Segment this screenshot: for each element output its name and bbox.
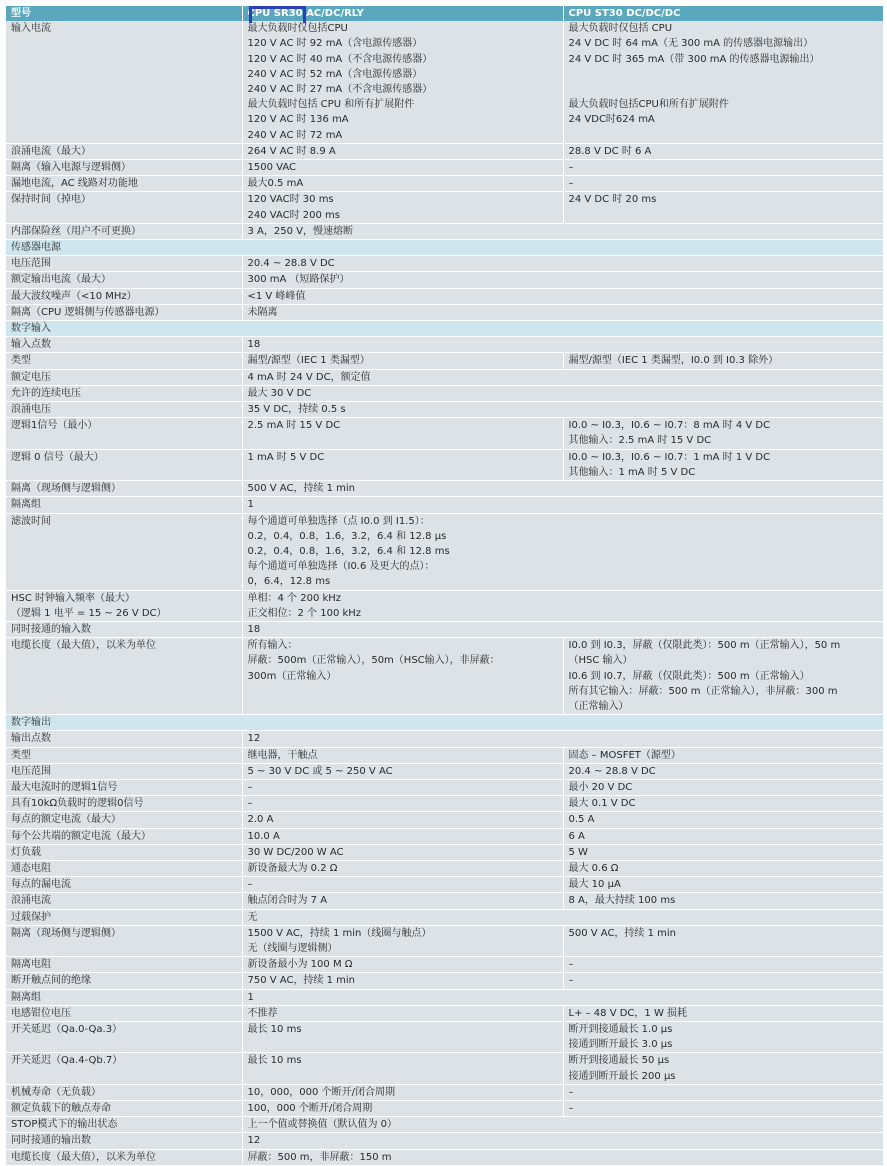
section-title: 数字输入: [6, 321, 883, 337]
table-row: [6, 353, 883, 369]
shared-value: 最大 30 V DC: [242, 385, 883, 401]
spec-table: [6, 6, 884, 1166]
shared-value: <1 V 峰峰值: [242, 288, 883, 304]
shared-value: 无: [242, 909, 883, 925]
table-row: [6, 513, 883, 590]
st30-value: 28.8 V DC 时 6 A: [563, 143, 883, 159]
st30-value: –: [563, 176, 883, 192]
st30-value: 24 V DC 时 20 ms: [563, 192, 883, 223]
sr30-value: 10.0 A: [242, 828, 563, 844]
st30-value: 断开到接通最长 50 μs 接通到断开最长 200 μs: [563, 1053, 883, 1084]
table-row: [6, 385, 883, 401]
parameter-name: 最大波纹噪声（<10 MHz）: [6, 288, 242, 304]
sr30-value: 最长 10 ms: [242, 1053, 563, 1084]
parameter-name: 电缆长度（最大值），以米为单位: [6, 638, 242, 715]
table-row: [6, 256, 883, 272]
sr30-value: 120 VAC时 30 ms 240 VAC时 200 ms: [242, 192, 563, 223]
table-row: [6, 418, 883, 449]
table-row: [6, 223, 883, 239]
sr30-value: 新设备最小为 100 M Ω: [242, 957, 563, 973]
table-row: [6, 844, 883, 860]
st30-value: –: [563, 1084, 883, 1100]
parameter-name: 浪涌电流（最大）: [6, 143, 242, 159]
st30-value: 20.4 ~ 28.8 V DC: [563, 763, 883, 779]
parameter-name: 最大电流时的逻辑1信号: [6, 779, 242, 795]
parameter-name: 浪涌电流: [6, 893, 242, 909]
table-row: [6, 1084, 883, 1100]
shared-value: 上一个值或替换值（默认值为 0）: [242, 1117, 883, 1133]
shared-value: 未隔离: [242, 304, 883, 320]
st30-value: 5 W: [563, 844, 883, 860]
parameter-name: 类型: [6, 747, 242, 763]
st30-value: 最大 0.6 Ω: [563, 860, 883, 876]
table-row: [6, 957, 883, 973]
section-header: [6, 715, 883, 731]
parameter-name: 通态电阻: [6, 860, 242, 876]
shared-value: 单相：4 个 200 kHz 正交相位：2 个 100 kHz: [242, 590, 883, 621]
parameter-name: 每点的额定电流（最大）: [6, 812, 242, 828]
parameter-name: 额定负载下的触点寿命: [6, 1101, 242, 1117]
sr30-value: 触点闭合时为 7 A: [242, 893, 563, 909]
sr30-value: 10，000，000 个断开/闭合周期: [242, 1084, 563, 1100]
table-row: [6, 860, 883, 876]
table-row: [6, 1005, 883, 1021]
parameter-name: 允许的连续电压: [6, 385, 242, 401]
sr30-value: 1500 VAC: [242, 160, 563, 176]
st30-value: 500 V AC，持续 1 min: [563, 925, 883, 956]
table-row: [6, 272, 883, 288]
shared-value: 18: [242, 337, 883, 353]
parameter-name: HSC 时钟输入频率（最大） （逻辑 1 电平 = 15 ~ 26 V DC）: [6, 590, 242, 621]
shared-value: 1: [242, 497, 883, 513]
table-row: [6, 1101, 883, 1117]
shared-value: 300 mA （短路保护）: [242, 272, 883, 288]
shared-value: 3 A，250 V，慢速熔断: [242, 223, 883, 239]
parameter-name: 开关延迟（Qa.0-Qa.3）: [6, 1022, 242, 1053]
st30-value: –: [563, 1101, 883, 1117]
parameter-name: 灯负载: [6, 844, 242, 860]
sr30-value: 最长 10 ms: [242, 1022, 563, 1053]
sr30-value: 750 V AC，持续 1 min: [242, 973, 563, 989]
sr30-value: 最大负载时仅包括CPU 120 V AC 时 92 mA（含电源传感器） 120 V AC 时 40 mA（不含电源传感器） 240 V AC 时 52 mA（含电源传感器） 240 V AC 时 27 mA（不含电源传感器） 最大负载时包括 CPU 和所有扩展附件 120 V AC 时 136 mA 240 V AC 时 72 mA: [242, 21, 563, 143]
st30-value: I0.0 到 I0.3，屏蔽（仅限此类）：500 m（正常输入），50 m （HSC 输入） I0.6 到 I0.7，屏蔽（仅限此类）：500 m（正常输入） 所有其它输入：屏蔽：500 m（正常输入），非屏蔽：300 m （正常输入）: [563, 638, 883, 715]
table-row: [6, 337, 883, 353]
table-row: [6, 973, 883, 989]
st30-value: 漏型/源型（IEC 1 类漏型，I0.0 到 I0.3 除外）: [563, 353, 883, 369]
st30-value: 0.5 A: [563, 812, 883, 828]
table-row: [6, 192, 883, 223]
table-row: [6, 925, 883, 956]
table-row: [6, 1133, 883, 1149]
shared-value: 12: [242, 1133, 883, 1149]
table-row: [6, 989, 883, 1005]
header-model: 型号: [6, 6, 242, 21]
table-row: [6, 763, 883, 779]
st30-value: –: [563, 957, 883, 973]
parameter-name: 隔离（输入电源与逻辑侧）: [6, 160, 242, 176]
section-title: 传感器电源: [6, 240, 883, 256]
parameter-name: 额定输出电流（最大）: [6, 272, 242, 288]
shared-value: 屏蔽：500 m，非屏蔽：150 m: [242, 1149, 883, 1165]
parameter-name: 隔离（CPU 逻辑侧与传感器电源）: [6, 304, 242, 320]
sr30-value: 1 mA 时 5 V DC: [242, 449, 563, 480]
table-row: [6, 877, 883, 893]
table-row: [6, 893, 883, 909]
parameter-name: 内部保险丝（用户不可更换）: [6, 223, 242, 239]
shared-value: 35 V DC，持续 0.5 s: [242, 402, 883, 418]
table-row: [6, 1149, 883, 1165]
sr30-value: 继电器，干触点: [242, 747, 563, 763]
parameter-name: 过载保护: [6, 909, 242, 925]
parameter-name: 电缆长度（最大值），以米为单位: [6, 1149, 242, 1165]
sr30-value: 所有输入： 屏蔽：500m（正常输入），50m（HSC输入），非屏蔽： 300m（正常输入）: [242, 638, 563, 715]
header-cpu-st30: CPU ST30 DC/DC/DC: [563, 6, 883, 21]
parameter-name: 电压范围: [6, 256, 242, 272]
table-body: [6, 21, 883, 1165]
parameter-name: 机械寿命（无负载）: [6, 1084, 242, 1100]
st30-value: I0.0 ~ I0.3，I0.6 ~ I0.7：8 mA 时 4 V DC 其他输入：2.5 mA 时 15 V DC: [563, 418, 883, 449]
parameter-name: 滤波时间: [6, 513, 242, 590]
sr30-value: 漏型/源型（IEC 1 类漏型）: [242, 353, 563, 369]
sr30-value: –: [242, 779, 563, 795]
table-header: [6, 6, 883, 21]
table-row: [6, 731, 883, 747]
table-row: [6, 449, 883, 480]
st30-value: 固态 – MOSFET（源型）: [563, 747, 883, 763]
st30-value: –: [563, 973, 883, 989]
table-row: [6, 369, 883, 385]
section-header: [6, 321, 883, 337]
parameter-name: 隔离组: [6, 497, 242, 513]
st30-value: 6 A: [563, 828, 883, 844]
shared-value: 1: [242, 989, 883, 1005]
table-row: [6, 402, 883, 418]
parameter-name: 额定电压: [6, 369, 242, 385]
sr30-value: 2.5 mA 时 15 V DC: [242, 418, 563, 449]
parameter-name: 输入电流: [6, 21, 242, 143]
table-row: [6, 160, 883, 176]
shared-value: 4 mA 时 24 V DC，额定值: [242, 369, 883, 385]
parameter-name: 隔离电阻: [6, 957, 242, 973]
table-row: [6, 481, 883, 497]
sr30-value: 264 V AC 时 8.9 A: [242, 143, 563, 159]
sr30-value: 5 ~ 30 V DC 或 5 ~ 250 V AC: [242, 763, 563, 779]
sr30-value: 100，000 个断开/闭合周期: [242, 1101, 563, 1117]
st30-value: 最小 20 V DC: [563, 779, 883, 795]
parameter-name: 具有10kΩ负载时的逻辑0信号: [6, 796, 242, 812]
table-row: [6, 288, 883, 304]
parameter-name: 逻辑 0 信号（最大）: [6, 449, 242, 480]
parameter-name: 断开触点间的绝缘: [6, 973, 242, 989]
sr30-value: 2.0 A: [242, 812, 563, 828]
table-row: [6, 497, 883, 513]
parameter-name: 同时接通的输入数: [6, 621, 242, 637]
table-row: [6, 1053, 883, 1084]
parameter-name: 每个公共端的额定电流（最大）: [6, 828, 242, 844]
sr30-value: 最大0.5 mA: [242, 176, 563, 192]
table-row: [6, 176, 883, 192]
parameter-name: 输出点数: [6, 731, 242, 747]
st30-value: 最大 0.1 V DC: [563, 796, 883, 812]
parameter-name: 漏地电流，AC 线路对功能地: [6, 176, 242, 192]
parameter-name: 开关延迟（Qa.4-Qb.7）: [6, 1053, 242, 1084]
st30-value: 断开到接通最长 1.0 μs 接通到断开最长 3.0 μs: [563, 1022, 883, 1053]
st30-value: –: [563, 160, 883, 176]
section-title: 数字输出: [6, 715, 883, 731]
parameter-name: 隔离组: [6, 989, 242, 1005]
table-row: [6, 796, 883, 812]
shared-value: 20.4 ~ 28.8 V DC: [242, 256, 883, 272]
st30-value: L+ – 48 V DC，1 W 损耗: [563, 1005, 883, 1021]
parameter-name: 每点的漏电流: [6, 877, 242, 893]
parameter-name: 保持时间（掉电）: [6, 192, 242, 223]
shared-value: 12: [242, 731, 883, 747]
parameter-name: STOP模式下的输出状态: [6, 1117, 242, 1133]
shared-value: 500 V AC，持续 1 min: [242, 481, 883, 497]
st30-value: 8 A，最大持续 100 ms: [563, 893, 883, 909]
sr30-value: –: [242, 877, 563, 893]
table-row: [6, 638, 883, 715]
table-row: [6, 143, 883, 159]
parameter-name: 类型: [6, 353, 242, 369]
sr30-value: 不推荐: [242, 1005, 563, 1021]
parameter-name: 电感钳位电压: [6, 1005, 242, 1021]
st30-value: I0.0 ~ I0.3，I0.6 ~ I0.7：1 mA 时 1 V DC 其他输入：1 mA 时 5 V DC: [563, 449, 883, 480]
header-cpu-sr30: CPU SR30 AC/DC/RLY: [242, 6, 563, 21]
parameter-name: 电压范围: [6, 763, 242, 779]
spec-sheet: [6, 6, 883, 1166]
st30-value: 最大负载时仅包括 CPU 24 V DC 时 64 mA（无 300 mA 的传感器电源输出） 24 V DC 时 365 mA（带 300 mA 的传感器电源输出） 最大负载时包括CPU和所有扩展附件 24 VDC时624 mA: [563, 21, 883, 143]
shared-value: 每个通道可单独选择（点 I0.0 到 I1.5）： 0.2，0.4，0.8，1.6，3.2，6.4 和 12.8 μs 0.2，0.4，0.8，1.6，3.2，6.4 和 12.8 ms 每个通道可单独选择（I0.6 及更大的点）： 0，6.4，12.8 ms: [242, 513, 883, 590]
sr30-value: 1500 V AC，持续 1 min（线圈与触点） 无（线圈与逻辑侧）: [242, 925, 563, 956]
table-row: [6, 21, 883, 143]
parameter-name: 逻辑1信号（最小）: [6, 418, 242, 449]
parameter-name: 同时接通的输出数: [6, 1133, 242, 1149]
table-row: [6, 812, 883, 828]
section-header: [6, 240, 883, 256]
table-row: [6, 828, 883, 844]
st30-value: 最大 10 μA: [563, 877, 883, 893]
table-row: [6, 621, 883, 637]
table-row: [6, 909, 883, 925]
table-row: [6, 779, 883, 795]
table-row: [6, 1117, 883, 1133]
parameter-name: 输入点数: [6, 337, 242, 353]
parameter-name: 隔离（现场侧与逻辑侧）: [6, 481, 242, 497]
shared-value: 18: [242, 621, 883, 637]
sr30-value: 30 W DC/200 W AC: [242, 844, 563, 860]
table-row: [6, 1022, 883, 1053]
sr30-value: 新设备最大为 0.2 Ω: [242, 860, 563, 876]
table-row: [6, 590, 883, 621]
table-row: [6, 304, 883, 320]
parameter-name: 隔离（现场侧与逻辑侧）: [6, 925, 242, 956]
table-row: [6, 747, 883, 763]
sr30-value: –: [242, 796, 563, 812]
parameter-name: 浪涌电压: [6, 402, 242, 418]
